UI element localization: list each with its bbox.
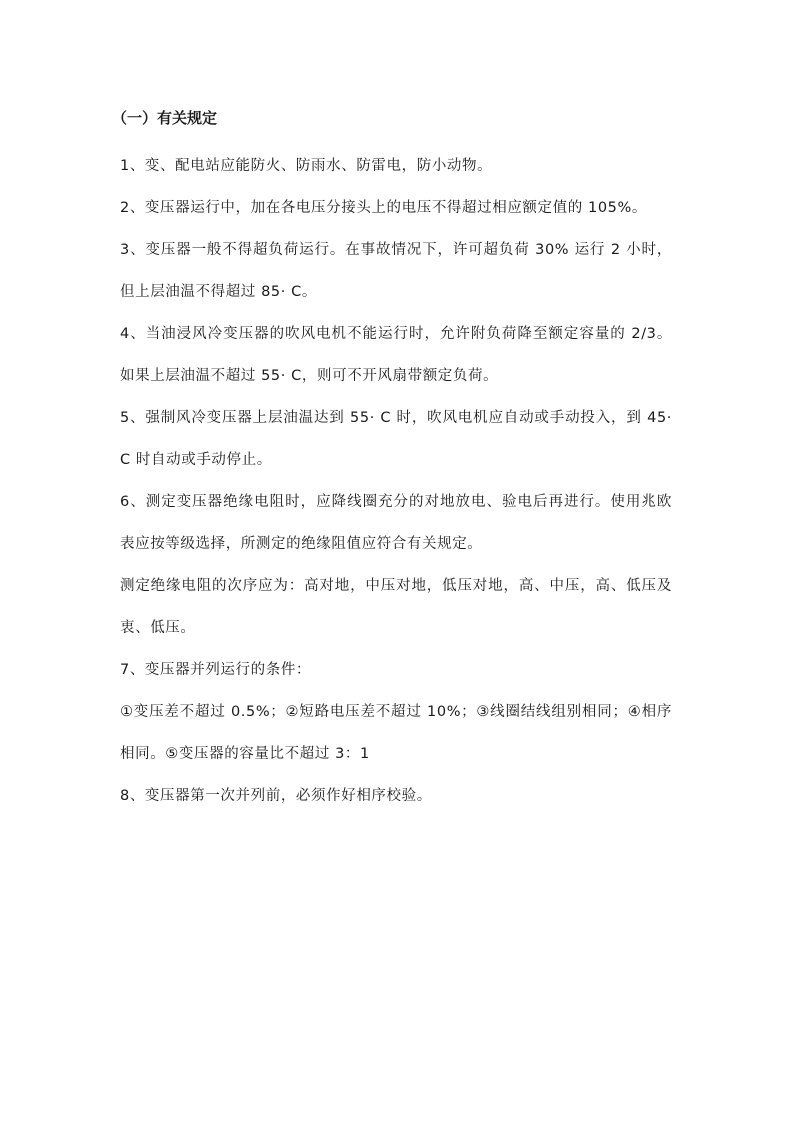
- paragraph-8: 8、变压器第一次并列前，必须作好相序校验。: [120, 788, 432, 804]
- paragraph-7-conditions: ①变压差不超过 0.5%；②短路电压差不超过 10%；③线圈结线组别相同；④相序相同。⑤变压器的容量比不超过 3：1: [120, 704, 672, 762]
- paragraph-2: 2、变压器运行中，加在各电压分接头上的电压不得超过相应额定值的 105%。: [120, 200, 647, 216]
- paragraph-1: 1、变、配电站应能防火、防雨水、防雷电，防小动物。: [120, 158, 493, 174]
- paragraph-6: 6、测定变压器绝缘电阻时，应降线圈充分的对地放电、验电后再进行。使用兆欧表应按等级选择，所测定的绝缘阻值应符合有关规定。: [120, 494, 672, 552]
- section-heading: （一）有关规定: [112, 109, 218, 127]
- paragraph-7: 7、变压器并列运行的条件：: [120, 662, 312, 678]
- document-body: [112, 104, 672, 817]
- paragraph-3: 3、变压器一般不得超负荷运行。在事故情况下，许可超负荷 30% 运行 2 小时，但上层油温不得超过 85· C。: [120, 242, 672, 300]
- paragraph-6-note: 测定绝缘电阻的次序应为：高对地，中压对地，低压对地，高、中压，高、低压及衷、低压。: [120, 578, 672, 636]
- paragraph-4: 4、当油浸风冷变压器的吹风电机不能运行时，允许附负荷降至额定容量的 2/3。如果上层油温不超过 55· C，则可不开风扇带额定负荷。: [120, 326, 672, 384]
- paragraph-5: 5、强制风冷变压器上层油温达到 55· C 时，吹风电机应自动或手动投入，到 45· C 时自动或手动停止。: [120, 410, 672, 468]
